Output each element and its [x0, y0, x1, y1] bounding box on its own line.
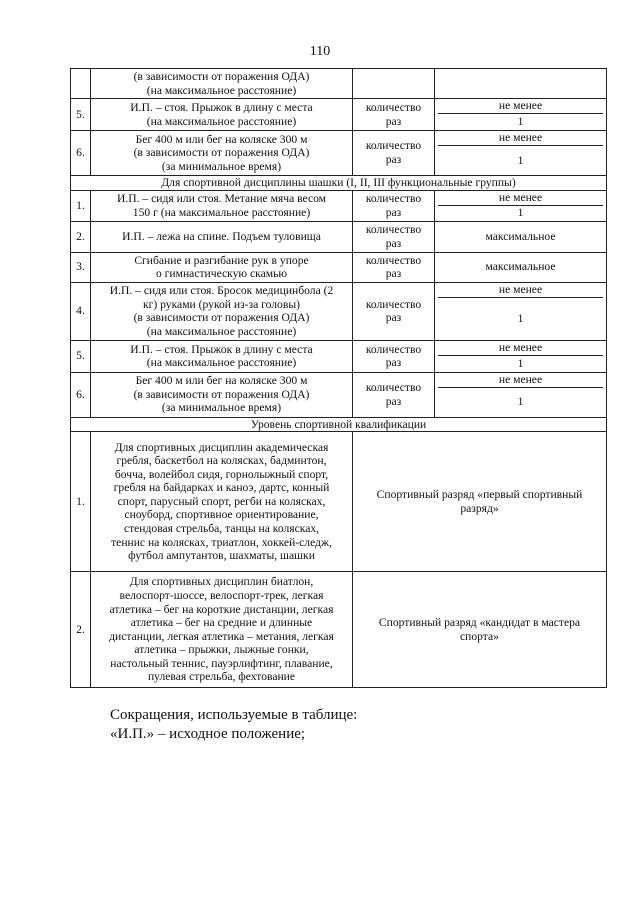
exercise-line: кг) руками (рукой из-за головы) — [143, 297, 300, 311]
norm-value: 1 — [517, 115, 524, 129]
exercise-line: (в зависимости от поражения ОДА) — [133, 311, 310, 325]
norm-cell — [435, 131, 607, 176]
unit-cell — [353, 252, 435, 282]
rank-line: спорта» — [460, 629, 499, 643]
norm-cell — [435, 69, 607, 99]
row-number — [71, 69, 91, 99]
abbreviations-note — [110, 706, 357, 744]
row-number: 6. — [71, 131, 91, 176]
exercise-line: (в зависимости от поражения ОДА) — [133, 69, 310, 83]
rank-line: разряд» — [460, 501, 499, 515]
unit-cell — [353, 131, 435, 176]
table-row — [71, 99, 607, 131]
norm-value: 1 — [517, 356, 524, 370]
unit-line: раз — [385, 356, 402, 370]
exercise-cell — [91, 221, 353, 252]
discipline-line: сноуборд, спортивное ориентирование, — [124, 508, 319, 522]
exercise-line: И.П. – сидя или стоя. Бросок медицинбола (2 — [109, 283, 334, 297]
row-number: 5. — [71, 99, 91, 131]
table-row — [71, 221, 607, 252]
norm-condition: не менее — [438, 341, 603, 356]
discipline-line: теннис на колясках, триатлон, хоккей-следж, — [111, 535, 332, 549]
unit-line: количество — [365, 253, 422, 267]
norm-cell — [435, 282, 607, 340]
discipline-line: атлетика – прыжки, лыжные гонки, — [134, 643, 309, 657]
exercise-line: (в зависимости от поражения ОДА) — [133, 387, 310, 401]
unit-line: раз — [385, 205, 402, 219]
table-row — [71, 252, 607, 282]
unit-cell — [353, 221, 435, 252]
exercise-line: (в зависимости от поражения ОДА) — [133, 146, 310, 160]
unit-line: раз — [385, 236, 402, 250]
unit-line: количество — [365, 297, 422, 311]
unit-line: количество — [365, 342, 422, 356]
exercise-cell — [91, 282, 353, 340]
rank-cell — [353, 432, 607, 572]
unit-line: количество — [365, 223, 422, 236]
discipline-line: гребля, баскетбол на колясках, бадминтон, — [116, 454, 327, 468]
unit-cell — [353, 69, 435, 99]
table-body — [71, 69, 607, 688]
abbreviation-ip: «И.П.» – исходное положение; — [110, 726, 306, 742]
table-row — [71, 190, 607, 221]
unit-cell — [353, 282, 435, 340]
unit-line: раз — [385, 153, 402, 166]
norm-value: 1 — [517, 395, 524, 409]
discipline-line: атлетика – бег на средние и длинные — [130, 616, 313, 630]
discipline-line: гребля на байдарках и каноэ, дартс, конный — [113, 481, 330, 495]
section-row — [71, 417, 607, 432]
unit-line: количество — [365, 192, 422, 205]
exercise-cell — [91, 131, 353, 176]
page-number: 110 — [309, 44, 331, 59]
disciplines-cell — [91, 572, 353, 688]
unit-line: раз — [385, 394, 402, 408]
norm-condition: не менее — [438, 191, 603, 206]
row-number: 2. — [71, 572, 91, 688]
unit-line: количество — [365, 381, 422, 394]
table-row — [71, 282, 607, 340]
discipline-line: дистанции, легкая атлетика – метания, легкая — [109, 629, 334, 643]
exercise-line: Сгибание и разгибание рук в упоре — [134, 253, 309, 267]
discipline-line: велоспорт-шоссе, велоспорт-трек, легкая — [119, 588, 324, 602]
row-number: 3. — [71, 252, 91, 282]
exercise-line: (на максимальное расстояние) — [146, 83, 297, 97]
discipline-line: Для спортивных дисциплин академическая — [114, 440, 329, 454]
exercise-line: И.П. – лежа на спине. Подъем туловища — [122, 229, 321, 243]
norm-value: 1 — [517, 311, 524, 325]
exercise-line: И.П. – стоя. Прыжок в длину с места — [130, 342, 313, 356]
row-number: 6. — [71, 372, 91, 417]
table-row — [71, 131, 607, 176]
exercise-line: (на максимальное расстояние) — [146, 324, 297, 338]
table-row — [71, 340, 607, 372]
abbreviations-heading: Сокращения, используемые в таблице: — [110, 707, 358, 723]
unit-line: раз — [385, 311, 402, 325]
exercise-cell — [91, 372, 353, 417]
unit-cell — [353, 340, 435, 372]
norm-condition: не менее — [438, 283, 603, 298]
section-row — [71, 176, 607, 191]
row-number: 1. — [71, 190, 91, 221]
unit-line: раз — [385, 267, 402, 281]
exercise-line: Бег 400 м или бег на коляске 300 м — [135, 132, 308, 146]
row-number: 5. — [71, 340, 91, 372]
exercise-cell — [91, 340, 353, 372]
rank-line: Спортивный разряд «кандидат в мастера — [378, 616, 581, 630]
exercise-line: (за минимальное время) — [161, 401, 282, 415]
section-checkers: Для спортивной дисциплины шашки (I, II, III функциональные группы) — [71, 176, 607, 191]
exercise-line: И.П. – сидя или стоя. Метание мяча весом — [116, 192, 327, 205]
norm-condition: не менее — [438, 99, 603, 114]
row-number: 4. — [71, 282, 91, 340]
rank-line: Спортивный разряд «первый спортивный — [376, 488, 583, 502]
norm-cell — [435, 99, 607, 131]
norm-value: 1 — [517, 206, 524, 220]
exercise-line: И.П. – стоя. Прыжок в длину с места — [130, 100, 313, 114]
norm-value: 1 — [517, 153, 524, 167]
table-row — [71, 69, 607, 99]
table-row — [71, 432, 607, 572]
exercise-cell — [91, 190, 353, 221]
unit-line: раз — [385, 114, 402, 128]
standards-table — [70, 68, 607, 688]
section-qualification: Уровень спортивной квалификации — [71, 417, 607, 432]
exercise-cell — [91, 252, 353, 282]
norm-condition: не менее — [438, 373, 603, 388]
discipline-line: спорт, парусный спорт, регби на колясках, — [117, 494, 326, 508]
discipline-line: футбол ампутантов, шахматы, шашки — [128, 549, 315, 563]
discipline-line: пулевая стрельба, фехтование — [147, 670, 296, 684]
discipline-line: атлетика – бег на короткие дистанции, легкая — [109, 602, 334, 616]
exercise-line: (на максимальное расстояние) — [146, 114, 297, 128]
unit-line: количество — [365, 139, 422, 153]
discipline-line: бочча, волейбол сидя, горнолыжный спорт, — [114, 467, 329, 481]
exercise-line: 150 г (на максимальное расстояние) — [132, 205, 311, 219]
unit-cell — [353, 190, 435, 221]
norm-cell: максимальное — [435, 252, 607, 282]
exercise-line: о гимнастическую скамью — [155, 267, 288, 281]
discipline-line: настольный теннис, пауэрлифтинг, плавание, — [110, 656, 333, 670]
rank-cell — [353, 572, 607, 688]
exercise-cell — [91, 69, 353, 99]
discipline-line: Для спортивных дисциплин биатлон, — [129, 575, 314, 589]
norm-cell: максимальное — [435, 221, 607, 252]
row-number: 2. — [71, 221, 91, 252]
exercise-line: (за минимальное время) — [161, 159, 282, 173]
exercise-line: Бег 400 м или бег на коляске 300 м — [135, 374, 308, 388]
norm-cell — [435, 340, 607, 372]
exercise-cell — [91, 99, 353, 131]
norm-condition: не менее — [438, 131, 603, 146]
unit-cell — [353, 99, 435, 131]
unit-cell — [353, 372, 435, 417]
norm-cell — [435, 372, 607, 417]
disciplines-cell — [91, 432, 353, 572]
row-number: 1. — [71, 432, 91, 572]
exercise-line: (на максимальное расстояние) — [146, 356, 297, 370]
norm-cell — [435, 190, 607, 221]
discipline-line: стендовая стрельба, танцы на колясках, — [123, 522, 320, 536]
unit-line: количество — [365, 100, 422, 114]
table-row — [71, 572, 607, 688]
table-row — [71, 372, 607, 417]
